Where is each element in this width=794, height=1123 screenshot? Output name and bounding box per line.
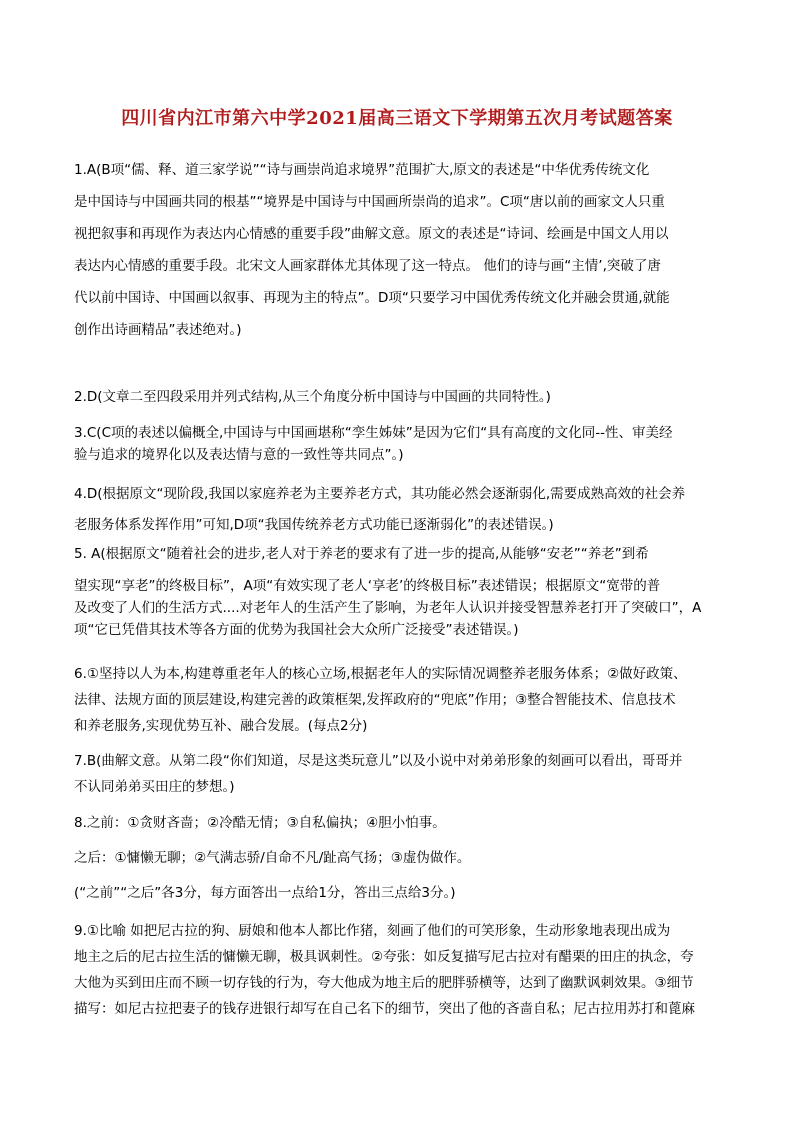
answer-line: 6.①坚持以人为本,构建尊重老年人的核心立场,根据老年人的实际情况调整养老服务体系；②做好政策、	[74, 666, 687, 682]
answer-line: 2.D(文章二至四段采用并列式结构,从三个角度分析中国诗与中国画的共同特性。)	[74, 389, 551, 405]
answer-5	[74, 538, 728, 570]
answer-line: 项“它已凭借其技术等各方面的优势为我国社会大众所广泛接受”表述错误。)	[74, 622, 519, 638]
answer-line: 表达内心情感的重要手段。北宋文人画家群体尤其体现了这一特点。 他们的诗与画“主情’,突破了唐	[74, 258, 661, 274]
answer-line: 之后：①慵懒无聊；②气满志骄/自命不凡/趾高气扬；③虚伪做作。	[74, 850, 471, 866]
answer-8-scoring	[74, 877, 728, 909]
answer-8-after	[74, 842, 728, 874]
answer-line: 是中国诗与中国画共同的根基”“境界是中国诗与中国画所崇尚的追求”。C项“唐以前的画家文人只重	[74, 194, 665, 210]
answer-line: 法律、法规方面的顶层建设,构建完善的政策框架,发挥政府的“兜底”作用；③整合智能技术、信息技术	[74, 692, 676, 708]
answer-line: 创作出诗画精品”表述绝对。)	[74, 322, 242, 338]
answer-line: 地主之后的尼古拉生活的慵懒无聊，极具讽刺性。②夸张：如反复描写尼古拉对有醋栗的田庄的执念，夸	[74, 949, 694, 965]
answer-line: 及改变了人们的生活方式....对老年人的生活产生了影响，为老年人认识并接受智慧养老打开了突破口”，A	[74, 600, 702, 616]
answer-line: 代以前中国诗、中国画以叙事、再现为主的特点”。D项“只要学习中国优秀传统文化并融会贯通,就能	[74, 290, 670, 306]
answer-2	[74, 381, 728, 413]
document-title: 四川省内江市第六中学2021届高三语文下学期第五次月考试题答案	[121, 108, 673, 129]
answer-line: 描写：如尼古拉把妻子的钱存进银行却写在自己名下的细节，突出了他的吝啬自私；尼古拉用苏打和蓖麻	[74, 1001, 695, 1017]
answer-line: 9.①比喻 如把尼古拉的狗、厨娘和他本人都比作猪，刻画了他们的可笑形象，生动形象地表现出成为	[74, 923, 671, 939]
answer-4	[74, 479, 728, 541]
answer-line: 视把叙事和再现作为表达内心情感的重要手段”曲解文意。原文的表述是“诗词、绘画是中国文人用以	[74, 226, 669, 242]
answer-line: (“之前”“之后”各3分，每方面答出一点给1分，答出三点给3分。)	[74, 885, 456, 901]
answer-line: 老服务体系发挥作用”可知,D项“我国传统养老方式功能已逐渐弱化”的表述错误。)	[74, 517, 554, 533]
answer-line: 7.B(曲解文意。从第二段“你们知道，尽是这类玩意儿”以及小说中对弟弟形象的刻画可以看出，哥哥并	[74, 753, 683, 769]
answer-1	[74, 154, 728, 346]
answer-line: 望实现“享老”的终极目标”，A项“有效实现了老人‘享老’的终极目标”表述错误；根据原文“宽带的普	[74, 578, 661, 594]
answer-line: 和养老服务,实现优势互补、融合发展。(每点2分)	[74, 718, 368, 734]
answer-line: 5. A(根据原文“随着社会的进步,老人对于养老的要求有了进一步的提高,从能够“安老”“养老”到希	[74, 546, 649, 562]
answer-5-continued	[74, 575, 728, 641]
answer-8	[74, 807, 728, 839]
answer-line: 4.D(根据原文“现阶段,我国以家庭养老为主要养老方式，其功能必然会逐渐弱化,需要成熟高效的社会养	[74, 486, 686, 502]
answer-line: 验与追求的境界化以及表达情与意的一致性等共同点”。)	[74, 447, 404, 463]
answer-6	[74, 661, 728, 739]
answer-line: 3.C(C项的表述以偏概全,中国诗与中国画堪称“孪生姊妹”是因为它们“具有高度的文化同--性、审美经	[74, 425, 673, 441]
answer-line: 不认同弟弟买田庄的梦想。)	[74, 779, 235, 795]
answer-3	[74, 422, 728, 466]
answer-9	[74, 918, 728, 1022]
answer-line: 8.之前：①贪财吝啬；②冷酷无情；③自私偏执；④胆小怕事。	[74, 815, 446, 831]
answer-line: 大他为买到田庄而不顾一切存钱的行为，夸大他成为地主后的肥胖骄横等，达到了幽默讽刺效果。③细节	[74, 975, 694, 991]
answer-7	[74, 748, 728, 800]
answer-line: 1.A(B项“儒、释、道三家学说”“诗与画崇尚追求境界”范围扩大,原文的表述是“中华优秀传统文化	[74, 162, 650, 178]
